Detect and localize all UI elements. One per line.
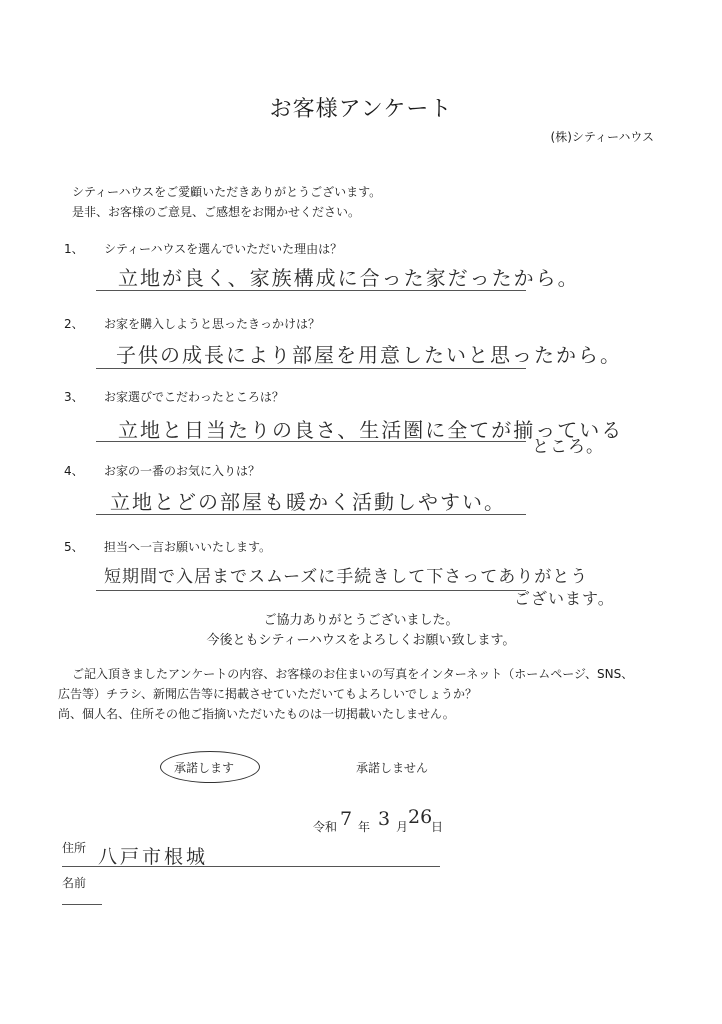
question-text: お家の一番のお気に入りは？ [104,464,261,478]
question-text: お家選びでこだわったところは？ [104,390,284,404]
handwritten-answer: 立地が良く、家族構成に合った家だったから。 [118,266,580,290]
date-day: 26 [408,806,433,828]
question-number: 5、 [64,540,84,554]
consent-text: 広告等）チラシ、新聞広告等に掲載させていただいてもよろしいでしょうか？ [58,687,478,701]
question-number: 3、 [64,390,84,404]
question-text: お家を購入しようと思ったきっかけは？ [104,317,321,331]
name-label: 名前 [62,876,87,890]
handwritten-answer-continued: ございます。 [514,589,615,608]
name-value[interactable] [62,886,112,904]
date-month: 3 [378,808,391,830]
intro-line: シティーハウスをご愛顧いただきありがとうございます。 [72,185,382,199]
handwritten-answer: 子供の成長により部屋を用意したいと思ったから。 [116,343,622,367]
agree-option[interactable]: 承諾します [174,761,235,775]
question-number: 1、 [64,242,84,256]
answer-line [96,368,526,369]
handwritten-answer: 立地と日当たりの良さ、生活圏に全てが揃っている [118,418,624,442]
answer-line [96,441,526,442]
date-era: 令和 [313,820,338,834]
disagree-option[interactable]: 承諾しません [356,761,429,775]
address-value[interactable]: 八戸市根城 [98,846,209,868]
date-year: 7 [340,808,353,830]
question-number: 2、 [64,317,84,331]
question-text: シティーハウスを選んでいただいた理由は？ [104,242,343,256]
handwritten-answer: 立地とどの部屋も暖かく活動しやすい。 [110,490,506,514]
thanks-line: 今後ともシティーハウスをよろしくお願い致します。 [206,633,516,648]
question-text: 担当へ一言お願いいたします。 [104,540,272,554]
consent-text: 尚、個人名、住所その他ご指摘いただいたものは一切掲載いたしません。 [58,707,455,721]
answer-line [96,514,526,515]
company-name: (株)シティーハウス [550,130,654,144]
address-line [62,866,440,867]
page-title: お客様アンケート [269,97,453,122]
address-label: 住所 [62,841,87,855]
name-line [62,904,102,905]
handwritten-answer-continued: ところ。 [532,437,604,457]
question-number: 4、 [64,464,84,478]
handwritten-answer: 短期間で入居までスムーズに手続きして下さってありがとう [104,567,589,587]
consent-text: ご記入頂きましたアンケートの内容、お客様のお住まいの写真をインターネット（ホームページ、SNS、 [72,667,634,681]
answer-line [96,590,526,591]
intro-line: 是非、お客様のご意見、ご感想をお聞かせください。 [72,205,361,219]
date-month-label: 月 [396,820,409,834]
date-year-label: 年 [358,820,371,834]
date-day-label: 日 [431,820,444,834]
thanks-line: ご協力ありがとうございました。 [263,613,459,628]
answer-line [96,290,526,291]
